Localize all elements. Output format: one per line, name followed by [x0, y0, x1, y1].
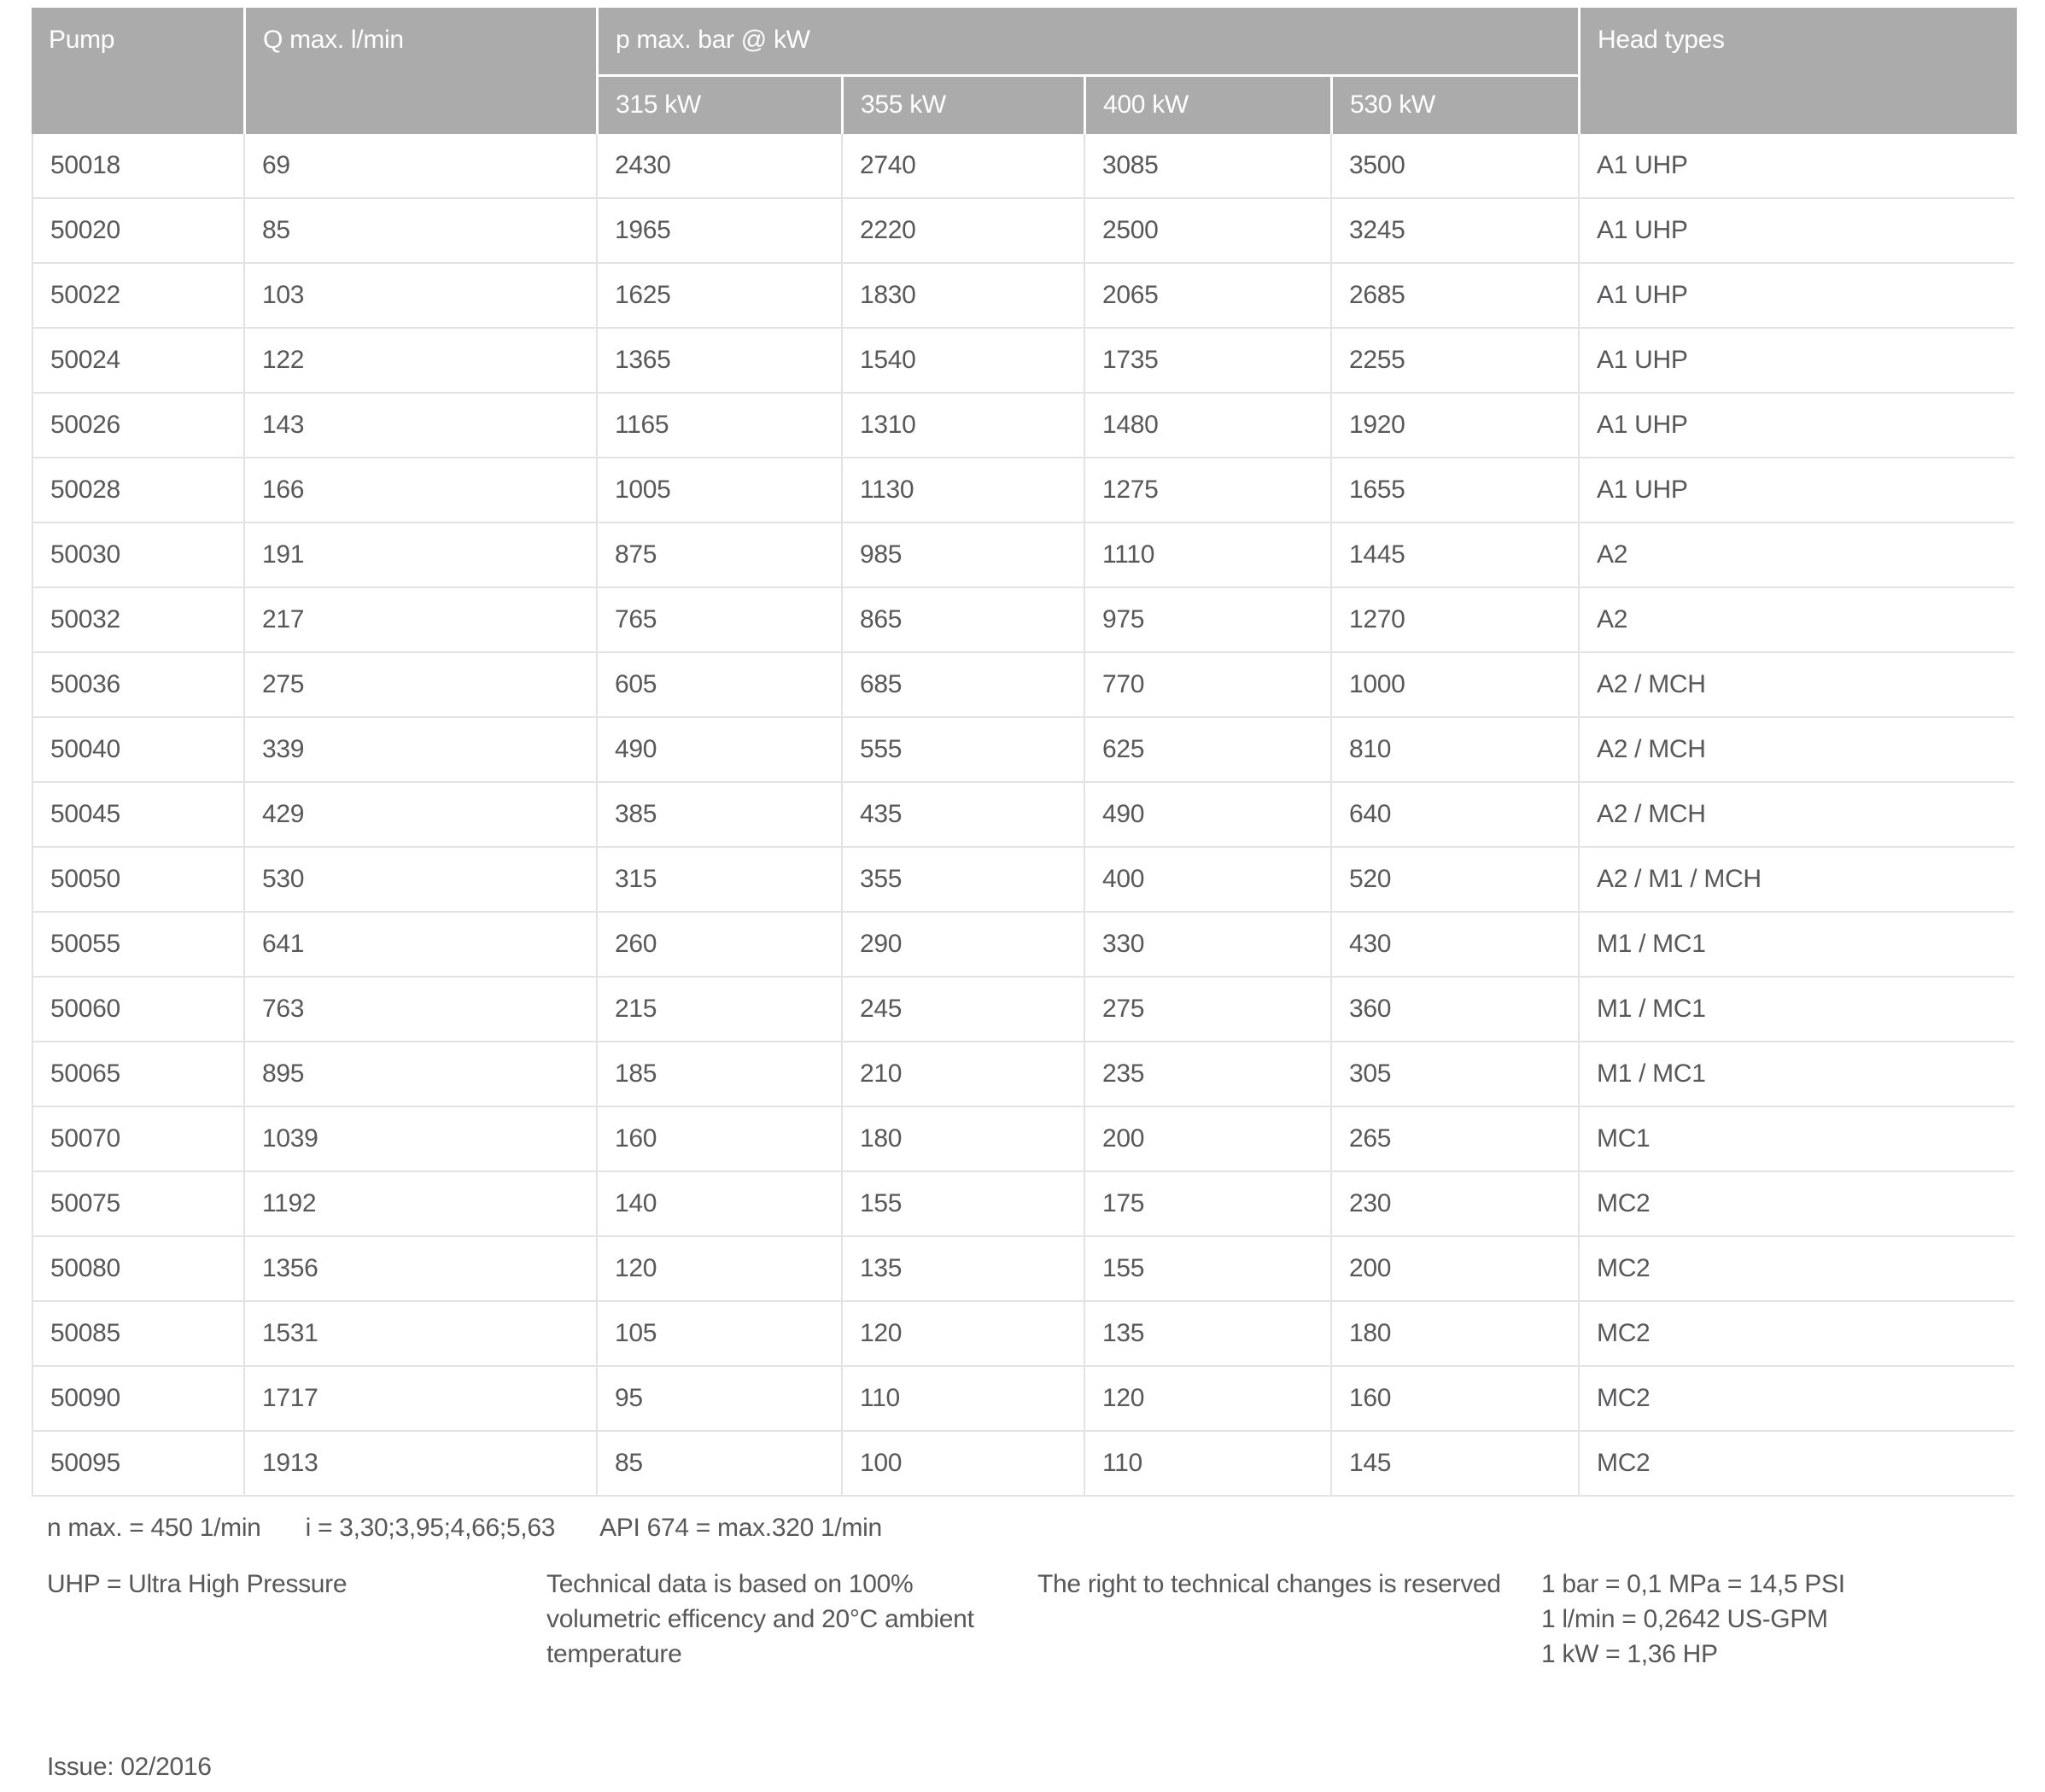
cell-p400: 135	[1084, 1302, 1330, 1365]
cell-p530: 1270	[1330, 588, 1578, 651]
cell-p400: 625	[1084, 718, 1330, 781]
cell-pump: 50050	[32, 848, 243, 911]
table-row	[32, 1302, 2014, 1367]
cell-qmax: 1913	[243, 1432, 596, 1495]
cell-p400: 110	[1084, 1432, 1330, 1495]
cell-p355: 155	[841, 1172, 1084, 1235]
cell-qmax: 429	[243, 783, 596, 846]
cell-pump: 50028	[32, 458, 243, 522]
cell-head-types: A1 UHP	[1578, 264, 2014, 327]
cell-head-types: MC2	[1578, 1302, 2014, 1365]
cell-pump: 50026	[32, 394, 243, 457]
cell-head-types: MC2	[1578, 1432, 2014, 1495]
cell-qmax: 1356	[243, 1237, 596, 1300]
cell-p400: 3085	[1084, 134, 1330, 197]
cell-p355: 135	[841, 1237, 1084, 1300]
cell-head-types: A2 / MCH	[1578, 718, 2014, 781]
cell-pump: 50075	[32, 1172, 243, 1235]
col-header-head-types: Head types	[1580, 8, 2017, 134]
cell-p355: 290	[841, 913, 1084, 976]
cell-qmax: 166	[243, 458, 596, 522]
cell-pump: 50022	[32, 264, 243, 327]
footnote-n-max: n max. = 450 1/min	[47, 1514, 261, 1542]
cell-qmax: 122	[243, 329, 596, 392]
cell-p315: 160	[596, 1107, 841, 1170]
cell-p530: 3500	[1330, 134, 1578, 197]
cell-p530: 200	[1330, 1237, 1578, 1300]
cell-p355: 1540	[841, 329, 1084, 392]
cell-pump: 50020	[32, 199, 243, 262]
legend-technical: Technical data is based on 100% volumetric efficency and 20°C ambient temperature	[546, 1570, 974, 1668]
legend-block	[32, 1567, 2045, 1746]
table-row	[32, 329, 2014, 394]
cell-p355: 210	[841, 1042, 1084, 1106]
cell-p530: 2255	[1330, 329, 1578, 392]
cell-p315: 95	[596, 1367, 841, 1430]
cell-p400: 1735	[1084, 329, 1330, 392]
cell-p355: 685	[841, 653, 1084, 716]
cell-p315: 385	[596, 783, 841, 846]
cell-p530: 265	[1330, 1107, 1578, 1170]
cell-pump: 50090	[32, 1367, 243, 1430]
cell-qmax: 103	[243, 264, 596, 327]
cell-head-types: A1 UHP	[1578, 458, 2014, 522]
cell-qmax: 763	[243, 978, 596, 1041]
cell-qmax: 217	[243, 588, 596, 651]
conversion-kw: 1 kW = 1,36 HP	[1541, 1640, 1718, 1668]
cell-p530: 1445	[1330, 523, 1578, 587]
cell-p315: 140	[596, 1172, 841, 1235]
cell-p355: 180	[841, 1107, 1084, 1170]
cell-p530: 640	[1330, 783, 1578, 846]
cell-p400: 275	[1084, 978, 1330, 1041]
cell-qmax: 1039	[243, 1107, 596, 1170]
cell-p530: 145	[1330, 1432, 1578, 1495]
cell-head-types: MC2	[1578, 1237, 2014, 1300]
cell-qmax: 339	[243, 718, 596, 781]
cell-p355: 555	[841, 718, 1084, 781]
cell-p400: 200	[1084, 1107, 1330, 1170]
issue-label: Issue: 02/2016	[47, 1753, 212, 1781]
cell-p530: 3245	[1330, 199, 1578, 262]
table-row	[32, 1432, 2014, 1495]
cell-p400: 1110	[1084, 523, 1330, 587]
cell-p530: 810	[1330, 718, 1578, 781]
cell-pump: 50032	[32, 588, 243, 651]
cell-pump: 50080	[32, 1237, 243, 1300]
cell-pump: 50030	[32, 523, 243, 587]
cell-qmax: 191	[243, 523, 596, 587]
cell-p530: 2685	[1330, 264, 1578, 327]
table-row	[32, 394, 2014, 458]
cell-p530: 230	[1330, 1172, 1578, 1235]
cell-pump: 50045	[32, 783, 243, 846]
cell-p355: 245	[841, 978, 1084, 1041]
cell-p315: 315	[596, 848, 841, 911]
cell-p530: 430	[1330, 913, 1578, 976]
cell-pump: 50070	[32, 1107, 243, 1170]
cell-p315: 105	[596, 1302, 841, 1365]
table-header	[32, 8, 2014, 134]
cell-p400: 235	[1084, 1042, 1330, 1106]
cell-p355: 110	[841, 1367, 1084, 1430]
cell-head-types: A1 UHP	[1578, 329, 2014, 392]
table-row	[32, 718, 2014, 783]
table-row	[32, 1042, 2014, 1107]
table-row	[32, 978, 2014, 1042]
cell-qmax: 641	[243, 913, 596, 976]
cell-p315: 185	[596, 1042, 841, 1106]
footnote-line	[32, 1514, 2045, 1543]
cell-p400: 770	[1084, 653, 1330, 716]
cell-head-types: A1 UHP	[1578, 134, 2014, 197]
table-row	[32, 588, 2014, 653]
cell-pump: 50060	[32, 978, 243, 1041]
cell-p400: 975	[1084, 588, 1330, 651]
cell-qmax: 143	[243, 394, 596, 457]
cell-qmax: 1531	[243, 1302, 596, 1365]
footnote-api: API 674 = max.320 1/min	[599, 1514, 882, 1542]
cell-p315: 605	[596, 653, 841, 716]
cell-p315: 765	[596, 588, 841, 651]
cell-head-types: MC2	[1578, 1172, 2014, 1235]
cell-p315: 1965	[596, 199, 841, 262]
cell-qmax: 275	[243, 653, 596, 716]
cell-p355: 985	[841, 523, 1084, 587]
cell-p530: 520	[1330, 848, 1578, 911]
table-row	[32, 1172, 2014, 1237]
table-row	[32, 458, 2014, 523]
legend-conversions	[1541, 1567, 1845, 1672]
cell-p355: 1310	[841, 394, 1084, 457]
cell-p400: 2500	[1084, 199, 1330, 262]
table-row	[32, 1107, 2014, 1172]
cell-p355: 435	[841, 783, 1084, 846]
legend-uhp: UHP = Ultra High Pressure	[47, 1570, 348, 1598]
cell-p530: 180	[1330, 1302, 1578, 1365]
cell-p400: 330	[1084, 913, 1330, 976]
col-header-315kw: 315 kW	[599, 77, 841, 134]
cell-p315: 85	[596, 1432, 841, 1495]
cell-head-types: A2	[1578, 588, 2014, 651]
cell-p530: 160	[1330, 1367, 1578, 1430]
cell-p315: 2430	[596, 134, 841, 197]
cell-head-types: MC2	[1578, 1367, 2014, 1430]
cell-head-types: M1 / MC1	[1578, 913, 2014, 976]
cell-qmax: 1717	[243, 1367, 596, 1430]
cell-p355: 2740	[841, 134, 1084, 197]
col-header-pmax-group: p max. bar @ kW	[599, 8, 1578, 74]
table-row	[32, 523, 2014, 588]
cell-p315: 875	[596, 523, 841, 587]
conversion-bar: 1 bar = 0,1 MPa = 14,5 PSI	[1541, 1570, 1845, 1598]
cell-p315: 260	[596, 913, 841, 976]
cell-p355: 1130	[841, 458, 1084, 522]
cell-p315: 1165	[596, 394, 841, 457]
cell-p400: 1480	[1084, 394, 1330, 457]
cell-head-types: A1 UHP	[1578, 199, 2014, 262]
cell-head-types: A2 / MCH	[1578, 653, 2014, 716]
footnote-ratios: i = 3,30;3,95;4,66;5,63	[305, 1514, 556, 1542]
cell-p355: 355	[841, 848, 1084, 911]
pump-spec-table	[32, 8, 2014, 1497]
cell-p315: 1365	[596, 329, 841, 392]
cell-qmax: 69	[243, 134, 596, 197]
cell-p400: 120	[1084, 1367, 1330, 1430]
cell-p355: 865	[841, 588, 1084, 651]
table-row	[32, 913, 2014, 978]
cell-p400: 175	[1084, 1172, 1330, 1235]
table-body	[32, 134, 2014, 1497]
cell-qmax: 1192	[243, 1172, 596, 1235]
cell-pump: 50065	[32, 1042, 243, 1106]
col-header-355kw: 355 kW	[844, 77, 1084, 134]
table-row	[32, 1367, 2014, 1432]
cell-pump: 50036	[32, 653, 243, 716]
cell-p315: 1005	[596, 458, 841, 522]
table-row	[32, 1237, 2014, 1302]
cell-p355: 100	[841, 1432, 1084, 1495]
cell-p400: 2065	[1084, 264, 1330, 327]
table-row	[32, 264, 2014, 329]
cell-head-types: A2 / MCH	[1578, 783, 2014, 846]
cell-head-types: M1 / MC1	[1578, 1042, 2014, 1106]
cell-head-types: M1 / MC1	[1578, 978, 2014, 1041]
cell-p530: 1920	[1330, 394, 1578, 457]
cell-p530: 305	[1330, 1042, 1578, 1106]
cell-p400: 490	[1084, 783, 1330, 846]
table-row	[32, 783, 2014, 848]
cell-head-types: A2	[1578, 523, 2014, 587]
col-header-530kw: 530 kW	[1333, 77, 1578, 134]
cell-p400: 400	[1084, 848, 1330, 911]
cell-p355: 1830	[841, 264, 1084, 327]
cell-p530: 1000	[1330, 653, 1578, 716]
conversion-lmin: 1 l/min = 0,2642 US-GPM	[1541, 1605, 1828, 1633]
cell-qmax: 895	[243, 1042, 596, 1106]
cell-p355: 2220	[841, 199, 1084, 262]
cell-qmax: 530	[243, 848, 596, 911]
cell-qmax: 85	[243, 199, 596, 262]
cell-pump: 50040	[32, 718, 243, 781]
legend-rights: The right to technical changes is reserved	[1037, 1570, 1501, 1598]
col-header-pump: Pump	[32, 8, 243, 134]
cell-pump: 50085	[32, 1302, 243, 1365]
cell-head-types: A1 UHP	[1578, 394, 2014, 457]
cell-p400: 1275	[1084, 458, 1330, 522]
cell-head-types: A2 / M1 / MCH	[1578, 848, 2014, 911]
table-row	[32, 134, 2014, 199]
cell-p400: 155	[1084, 1237, 1330, 1300]
cell-p315: 1625	[596, 264, 841, 327]
cell-p355: 120	[841, 1302, 1084, 1365]
cell-p530: 1655	[1330, 458, 1578, 522]
cell-pump: 50095	[32, 1432, 243, 1495]
col-header-qmax: Q max. l/min	[246, 8, 596, 134]
table-row	[32, 848, 2014, 913]
col-header-400kw: 400 kW	[1086, 77, 1330, 134]
table-row	[32, 199, 2014, 264]
cell-head-types: MC1	[1578, 1107, 2014, 1170]
cell-p530: 360	[1330, 978, 1578, 1041]
cell-p315: 120	[596, 1237, 841, 1300]
cell-p315: 490	[596, 718, 841, 781]
cell-pump: 50055	[32, 913, 243, 976]
cell-pump: 50018	[32, 134, 243, 197]
cell-pump: 50024	[32, 329, 243, 392]
table-row	[32, 653, 2014, 718]
cell-p315: 215	[596, 978, 841, 1041]
